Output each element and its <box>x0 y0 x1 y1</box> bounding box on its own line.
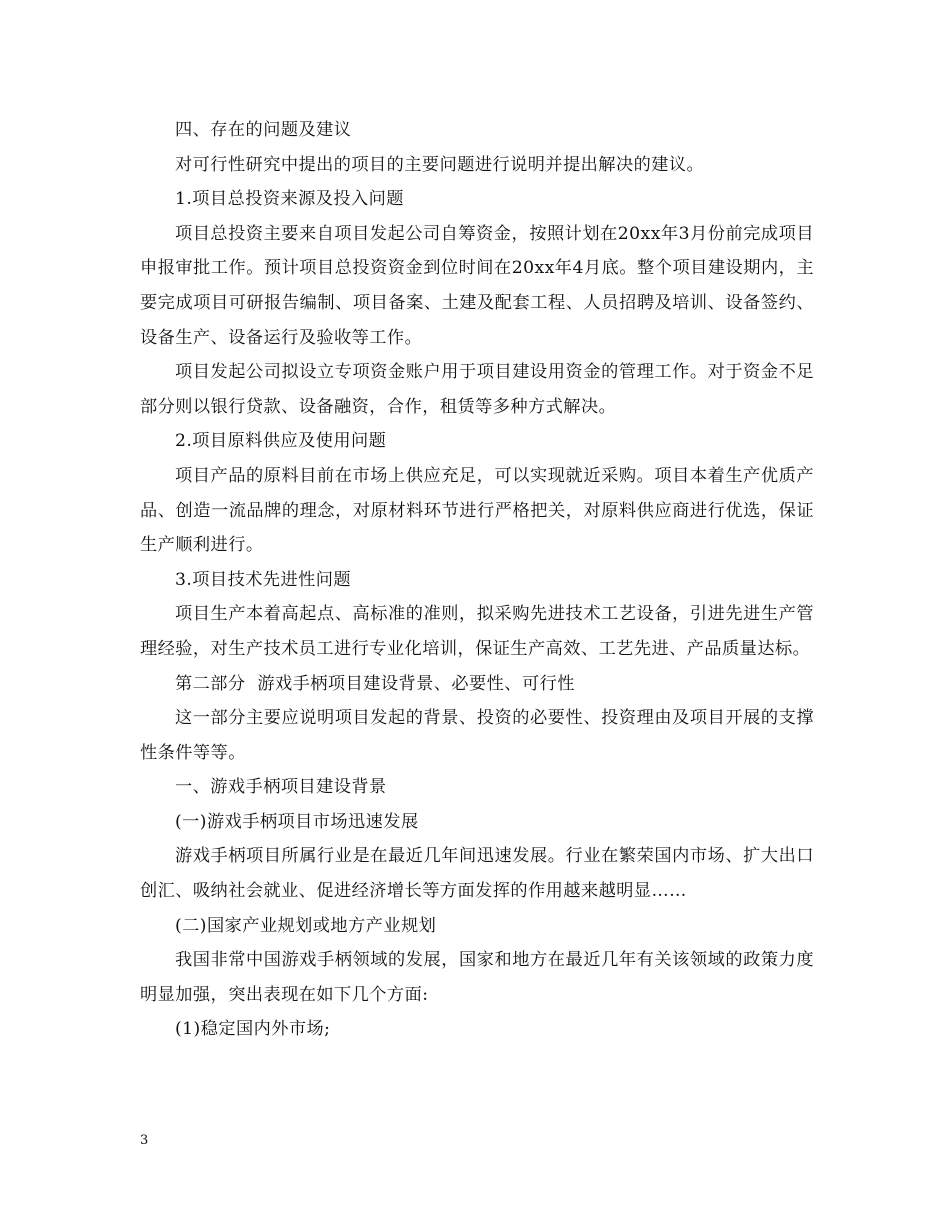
paragraph-market-growth: 游戏手柄项目所属行业是在最近几年间迅速发展。行业在繁荣国内市场、扩大出口创汇、吸纳社会就业、促进经济增长等方面发挥的作用越来越明显…… <box>140 846 814 902</box>
section-heading-background: 一、游戏手柄项目建设背景 <box>175 777 387 798</box>
paragraph-investment-source: 项目总投资主要来自项目发起公司自筹资金，按照计划在20xx年3月份前完成项目申报审批工作。预计项目总投资资金到位时间在20xx年4月底。整个项目建设期内，主要完成项目可研报告编制、项目备案、土建及配套工程、人员招聘及培训、设备签约、设备生产、设备运行及验收等工作。 <box>140 223 814 348</box>
paragraph-industry-planning: 我国非常中国游戏手柄领域的发展，国家和地方在最近几年有关该领域的政策力度明显加强，突出表现在如下几个方面: <box>140 950 814 1005</box>
part-two-heading: 第二部分 游戏手柄项目建设背景、必要性、可行性 <box>175 673 575 694</box>
list-item-stabilize-markets: (1)稳定国内外市场; <box>175 1019 331 1040</box>
paragraph-part-two-intro: 这一部分主要应说明项目发起的背景、投资的必要性、投资理由及项目开展的支撑性条件等等。 <box>140 708 814 763</box>
subheading-raw-materials: 2.项目原料供应及使用问题 <box>175 431 387 452</box>
paragraph-technology: 项目生产本着高起点、高标准的准则，拟采购先进技术工艺设备，引进先进生产管理经验，对生产技术员工进行专业化培训，保证生产高效、工艺先进、产品质量达标。 <box>140 604 814 659</box>
subheading-industry-planning: (二)国家产业规划或地方产业规划 <box>175 915 437 936</box>
subheading-technology: 3.项目技术先进性问题 <box>175 569 352 590</box>
paragraph-funding-account: 项目发起公司拟设立专项资金账户用于项目建设用资金的管理工作。对于资金不足部分则以银行贷款、设备融资，合作，租赁等多种方式解决。 <box>140 362 814 417</box>
paragraph-intro: 对可行性研究中提出的项目的主要问题进行说明并提出解决的建议。 <box>175 154 705 175</box>
document-body <box>140 113 814 1047</box>
subheading-investment: 1.项目总投资来源及投入问题 <box>175 189 404 210</box>
paragraph-raw-materials: 项目产品的原料目前在市场上供应充足，可以实现就近采购。项目本着生产优质产品、创造一流品牌的理念，对原材料环节进行严格把关，对原料供应商进行优选，保证生产顺利进行。 <box>140 465 814 556</box>
page-number: 3 <box>140 1133 149 1148</box>
section-heading-problems: 四、存在的问题及建议 <box>175 120 352 140</box>
subheading-market-growth: (一)游戏手柄项目市场迅速发展 <box>175 811 419 832</box>
